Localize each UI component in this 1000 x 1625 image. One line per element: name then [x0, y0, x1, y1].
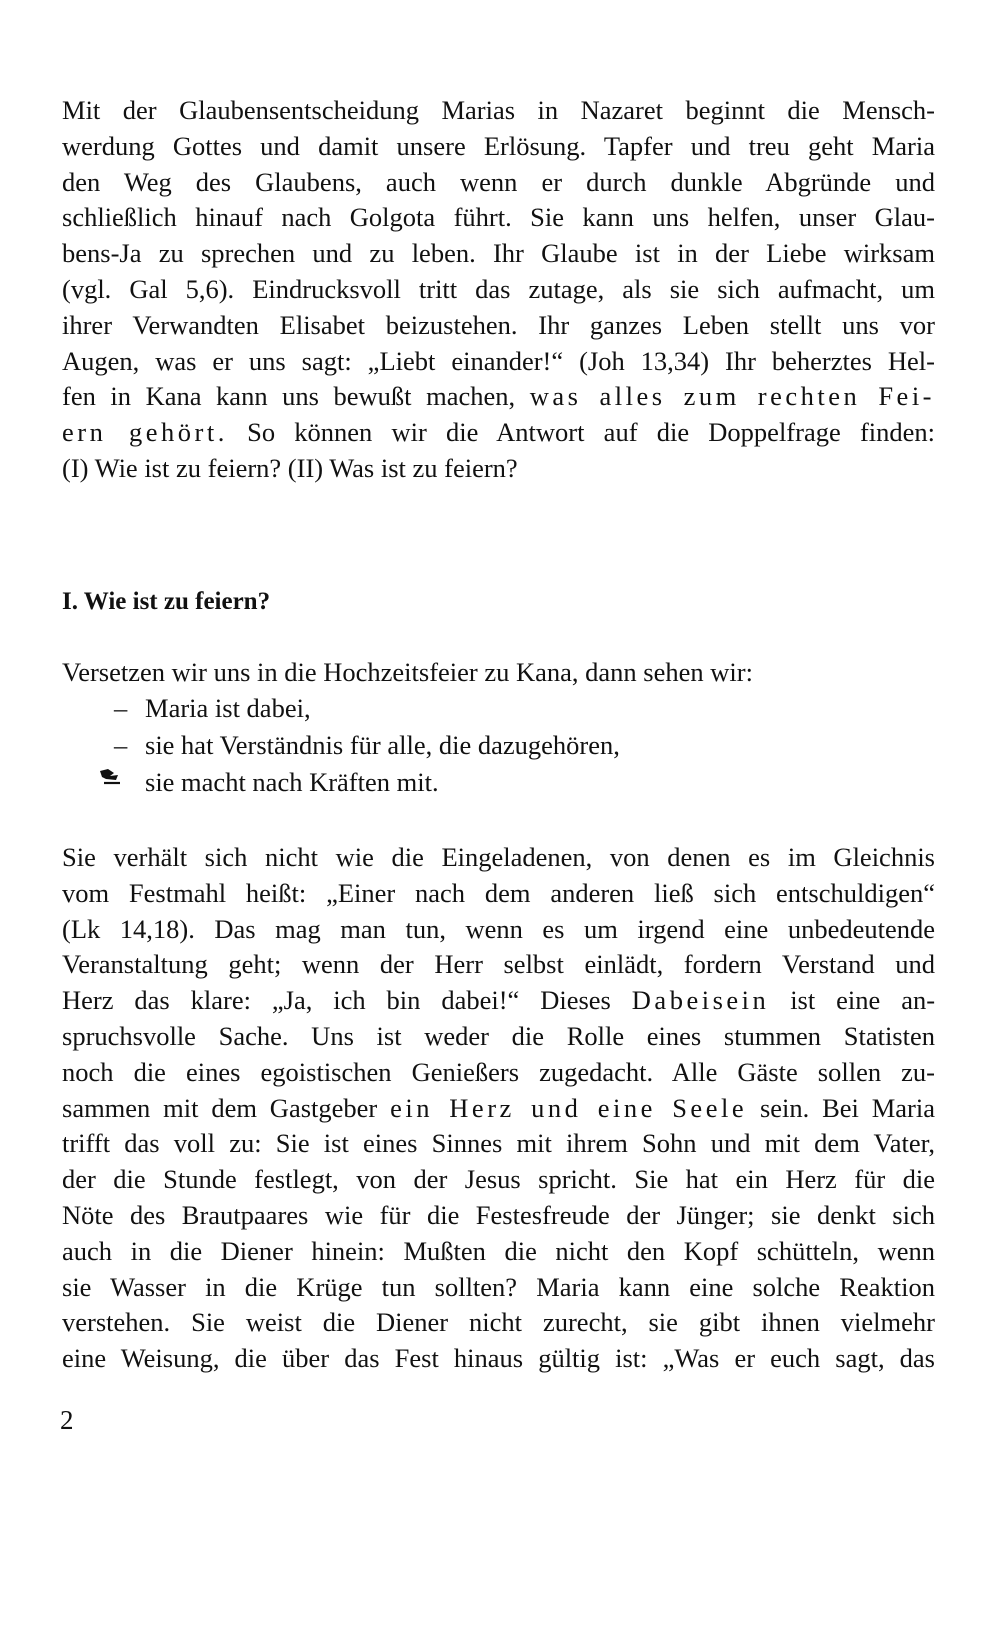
text-line: Mit der Glaubensentscheidung Marias in Nazaret beginnt die Mensch-	[62, 95, 935, 125]
text-fragment: fen in Kana kann uns bewußt machen,	[62, 381, 516, 412]
text-line: noch die eines egoistischen Genießers zugedacht. Alle Gäste sollen zu-	[62, 1056, 935, 1087]
text-line: spruchsvolle Sache. Uns ist weder die Rolle eines stummen Statisten	[62, 1020, 935, 1051]
page-number: 2	[60, 1405, 74, 1435]
emphasized-text: ein Herz und eine Seele	[390, 1092, 748, 1123]
text-line: Augen, was er uns sagt: „Liebt einander!“ (Joh 13,34) Ihr beherztes Hel-	[62, 345, 935, 376]
text-line: Versetzen wir uns in die Hochzeitsfeier zu Kana, dann sehen wir:	[62, 657, 753, 687]
text-fragment: ist eine an-	[790, 985, 935, 1016]
text-line: Veranstaltung geht; wenn der Herr selbst einlädt, fordern Verstand und	[62, 949, 935, 980]
text-line: werdung Gottes und damit unsere Erlösung. Tapfer und treu geht Maria	[62, 130, 935, 161]
text-line: vom Festmahl heißt: „Einer nach dem anderen ließ sich entschuldigen“	[62, 877, 935, 908]
text-line: eine Weisung, die über das Fest hinaus gültig ist: „Was er euch sagt, das	[62, 1343, 935, 1374]
list-item-text: Maria ist dabei,	[145, 693, 311, 723]
emphasized-text: Dabeisein	[631, 985, 770, 1016]
list-item-text: sie macht nach Kräften mit.	[145, 767, 439, 797]
list-intro-paragraph	[62, 655, 935, 691]
text-line: den Weg des Glaubens, auch wenn er durch dunkle Abgründe und	[62, 166, 935, 197]
dash-marker: –	[114, 693, 128, 723]
text-line: Sie verhält sich nicht wie die Eingeladenen, von denen es im Gleichnis	[62, 842, 935, 872]
text-line: (I) Wie ist zu feiern? (II) Was ist zu feiern?	[62, 452, 518, 483]
text-fragment: Herz das klare: „Ja, ich bin dabei!“	[62, 985, 520, 1016]
dash-marker: –	[114, 730, 128, 760]
text-fragment: sein. Bei Maria	[759, 1092, 935, 1123]
emphasized-text: ern gehört.	[62, 417, 228, 448]
text-line: Nöte des Brautpaares wie für die Festesfreude der Jünger; sie denkt sich	[62, 1199, 935, 1230]
text-line	[62, 1091, 935, 1127]
text-line: schließlich hinauf nach Golgota führt. Sie kann uns helfen, unser Glau-	[62, 202, 935, 233]
text-fragment: sammen mit dem Gastgeber	[62, 1092, 378, 1123]
text-line	[62, 415, 935, 451]
text-line: verstehen. Sie weist die Diener nicht zurecht, sie gibt ihnen vielmehr	[62, 1307, 935, 1338]
text-fragment: Dieses	[540, 985, 611, 1016]
text-line: der die Stunde festlegt, von der Jesus spricht. Sie hat ein Herz für die	[62, 1164, 935, 1195]
list-item-text: sie hat Verständnis für alle, die dazugehören,	[145, 730, 620, 760]
text-line	[62, 379, 935, 415]
text-line: auch in die Diener hinein: Mußten die nicht den Kopf schütteln, wenn	[62, 1235, 935, 1266]
section-heading: I. Wie ist zu feiern?	[62, 588, 271, 615]
emphasized-text: was alles zum rechten Fei-	[529, 381, 935, 412]
text-line	[62, 983, 935, 1019]
body-paragraph	[62, 840, 935, 1377]
text-fragment: So können wir die Antwort auf die Doppelfrage finden:	[247, 417, 935, 448]
intro-paragraph	[62, 93, 935, 487]
text-line: ihrer Verwandten Elisabet beizustehen. Ihr ganzes Leben stellt uns vor	[62, 309, 935, 340]
text-line: (vgl. Gal 5,6). Eindrucksvoll tritt das zutage, als sie sich aufmacht, um	[62, 273, 935, 304]
text-line: trifft das voll zu: Sie ist eines Sinnes mit ihrem Sohn und mit dem Vater,	[62, 1128, 935, 1159]
text-line: sie Wasser in die Krüge tun sollten? Maria kann eine solche Reaktion	[62, 1271, 935, 1302]
ink-smudge-icon	[98, 767, 122, 793]
text-line: (Lk 14,18). Das mag man tun, wenn es um irgend eine unbedeutende	[62, 913, 935, 944]
text-line: bens-Ja zu sprechen und zu leben. Ihr Glaube ist in der Liebe wirksam	[62, 238, 935, 269]
